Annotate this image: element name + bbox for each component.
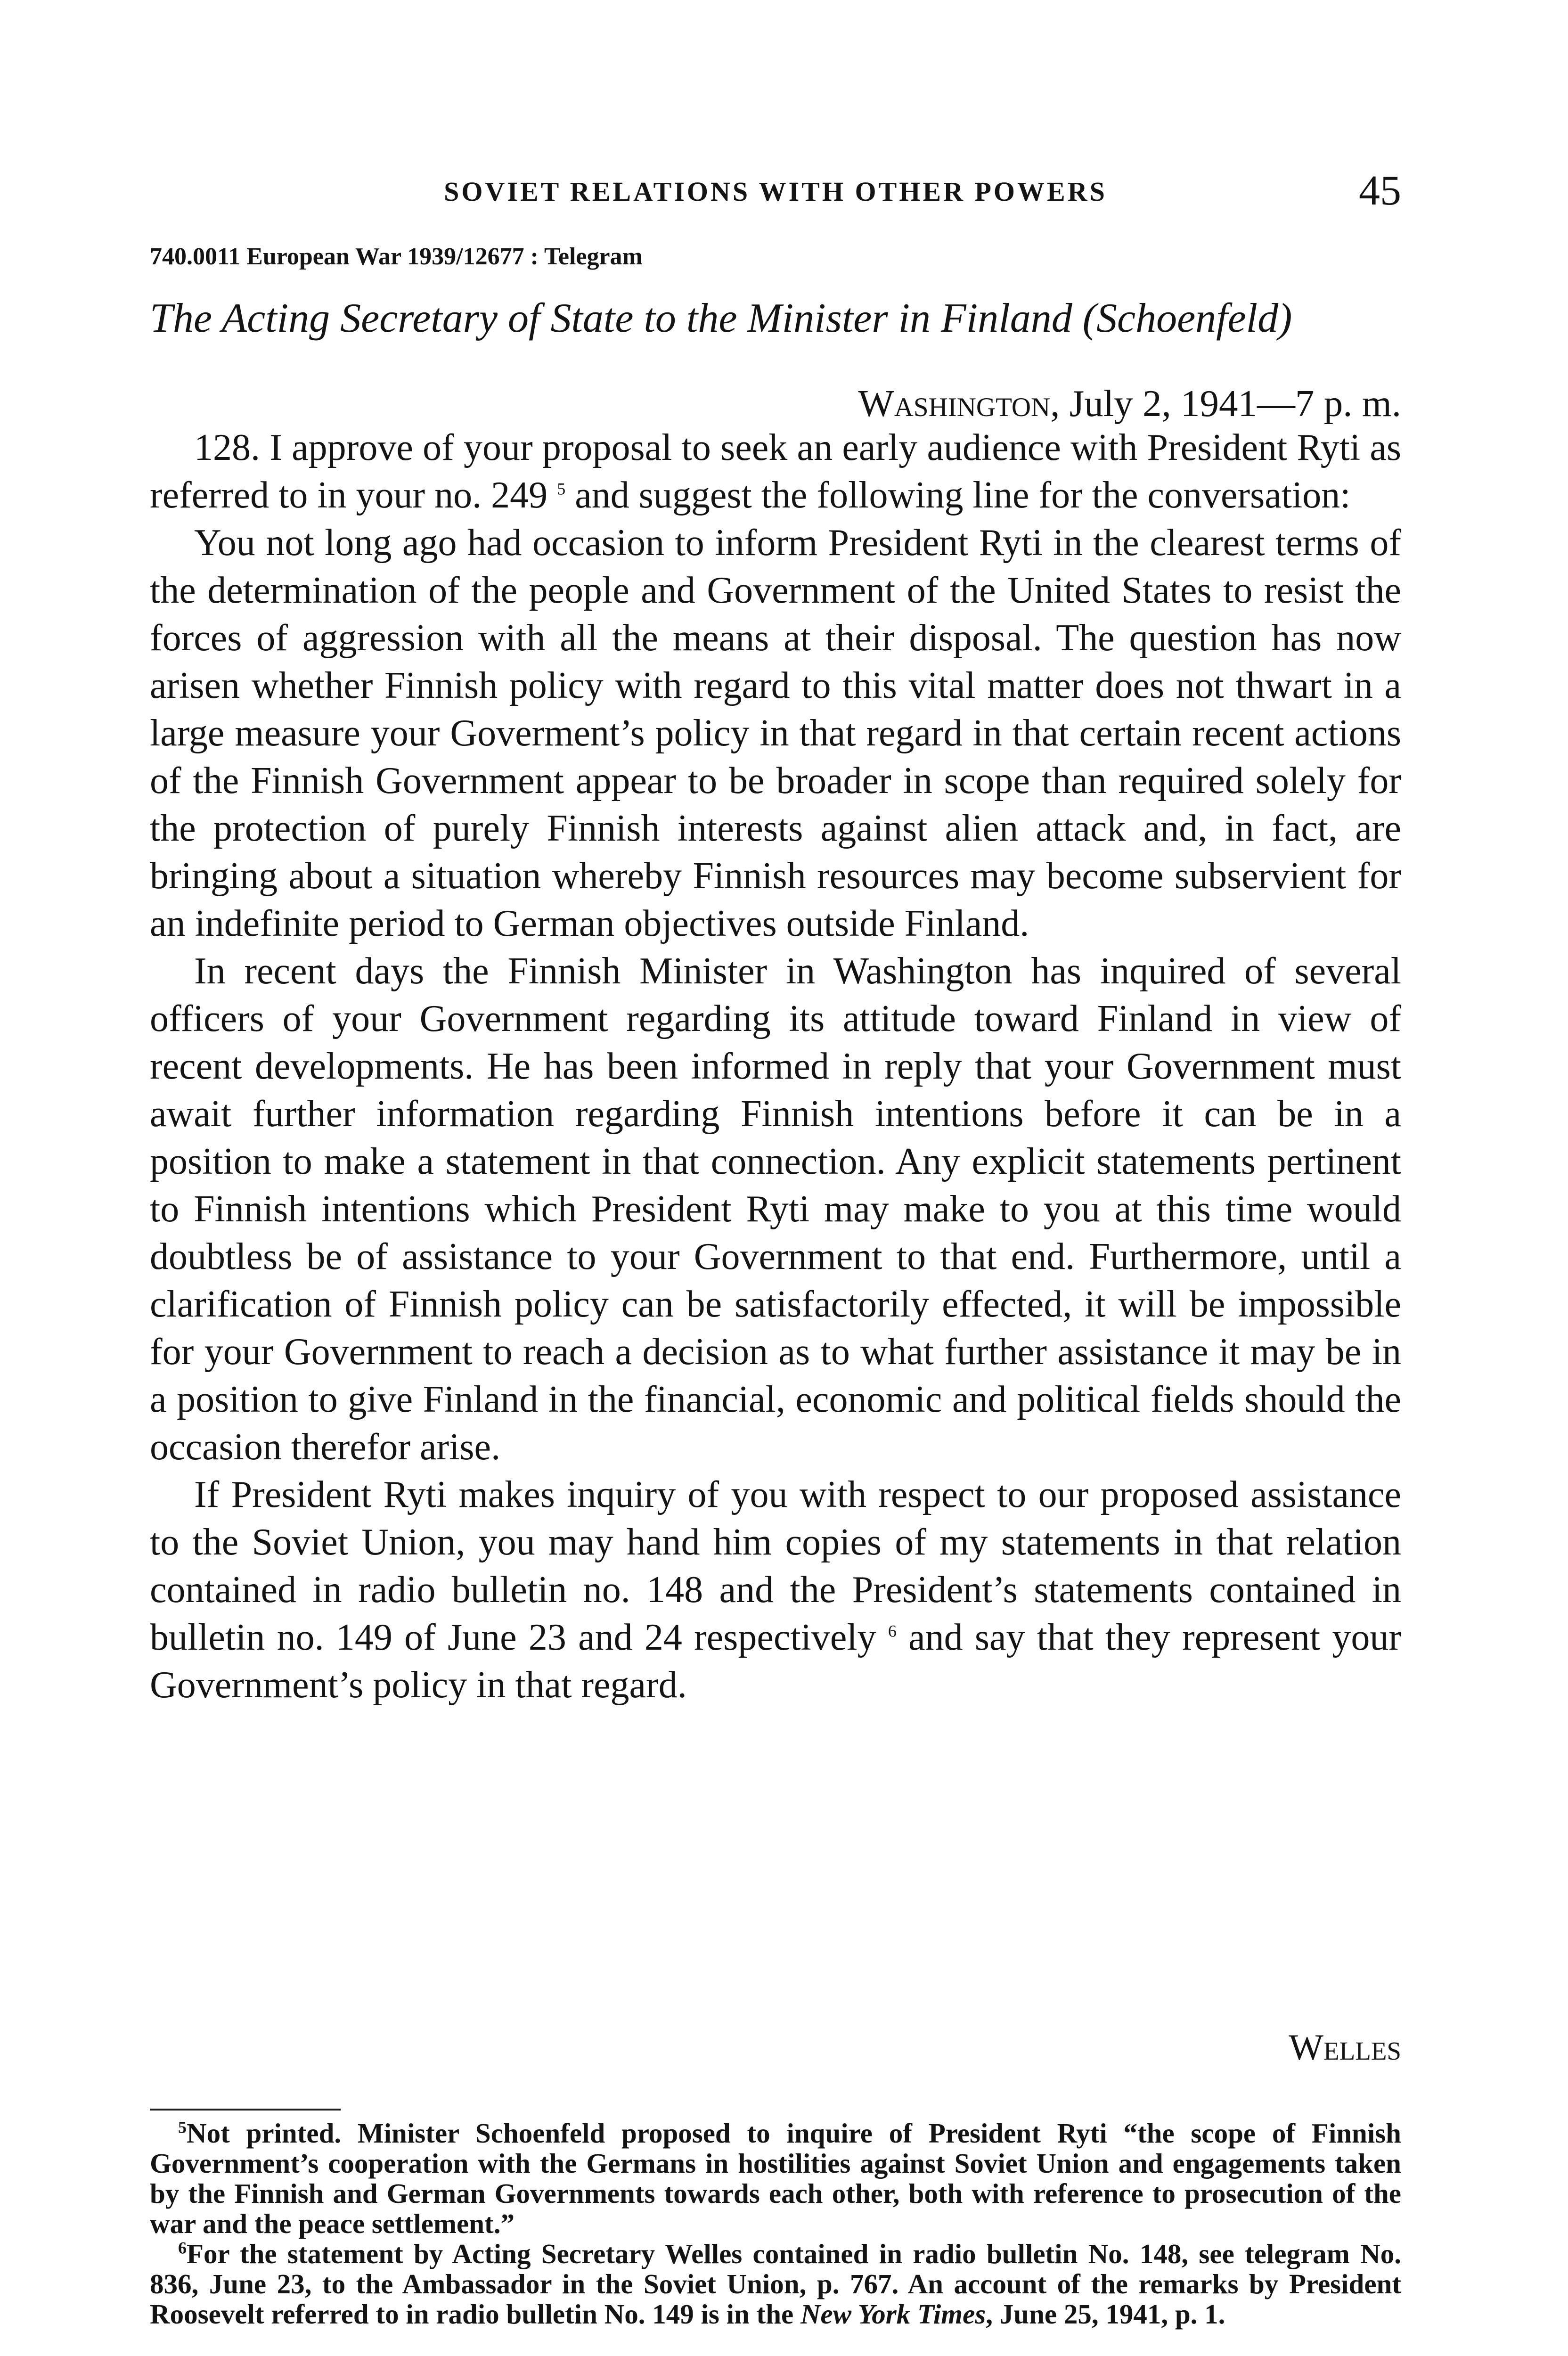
footnotes [150, 2118, 1401, 2329]
paragraph-3: In recent days the Finnish Minister in Washington has inquired of several officers of your Government regarding its attitude toward Finland in view of recent developments. He has been informed in reply that your Government must await further information regarding Finnish intentions before it can be in a position to make a statement in that connection. Any explicit statements pertinent to Finnish intentions which President Ryti may make to you at this time would doubtless be of assistance to your Government to that end. Furthermore, until a clarification of Finnish policy can be satisfactorily effected, it will be impossible for your Government to reach a decision as to what further assistance it may be in a position to give Finland in the financial, economic and political fields should the occasion therefor arise. [150, 950, 1401, 1468]
footnote-ref-5: 5 [557, 479, 566, 499]
footnote-5-mark: 5 [178, 2118, 187, 2137]
footnote-6-text-end: , June 25, 1941, p. 1. [986, 2299, 1225, 2330]
footnote-6-newspaper: New York Times [800, 2299, 986, 2330]
telegram-body [150, 424, 1401, 1709]
footnote-divider [150, 2109, 341, 2111]
file-reference: 740.0011 European War 1939/12677 : Telegram [150, 243, 643, 270]
paragraph-4-text: If President Ryti makes inquiry of you with respect to our proposed assistance to the Soviet Union, you may hand him copies of my statements in that relation contained in radio bulletin no. 148 and the President’s statements contained in bulletin no. 149 of June 23 and 24 respectively [150, 1474, 1401, 1658]
footnote-6-mark: 6 [178, 2238, 187, 2258]
paragraph-4 [150, 1471, 1401, 1709]
paragraph-2: You not long ago had occasion to inform President Ryti in the clearest terms of the determination of the people and Government of the United States to resist the forces of aggression with all the means at their disposal. The question has now arisen whether Finnish policy with regard to this vital matter does not thwart in a large measure your Goverment’s policy in that regard in that certain recent actions of the Finnish Government appear to be broader in scope than required solely for the protection of purely Finnish interests against alien attack and, in fact, are bringing about a situation whereby Finnish resources may become subservient for an indefinite period to German objectives outside Finland. [150, 522, 1401, 944]
footnote-5 [150, 2118, 1401, 2239]
signature: Welles [1289, 2027, 1401, 2068]
running-head [150, 167, 1401, 214]
document-title: The Acting Secretary of State to the Minister in Finland (Schoenfeld) [150, 295, 1292, 341]
paragraph-1-text: 128. I approve of your proposal to seek an early audience with President Ryti as referred to in your no. 249 [150, 427, 1401, 516]
dateline [858, 382, 1401, 425]
footnote-6-text: For the statement by Acting Secretary Welles contained in radio bulletin No. 148, see telegram No. 836, June 23, to the Ambassador in the Soviet Union, p. 767. An account of the remarks by President Roosevelt referred to in radio bulletin No. 149 is in the [150, 2238, 1401, 2330]
paragraph-1-text-end: and suggest the following line for the conversation: [565, 474, 1351, 516]
paragraph-4-text-end: and say that they represent your Government’s policy in that regard. [150, 1617, 1402, 1706]
paragraph-1 [150, 424, 1401, 519]
page-number: 45 [1359, 167, 1401, 214]
footnote-5-text: Not printed. Minister Schoenfeld proposed to inquire of President Ryti “the scope of Finnish Government’s cooperation with the Germans in hostilities against Soviet Union and engagements taken by the Finnish and German Governments towards each other, both with reference to prosecution of the war and the peace settlement.” [150, 2118, 1401, 2239]
footnote-6 [150, 2239, 1401, 2329]
running-title: SOVIET RELATIONS WITH OTHER POWERS [444, 176, 1107, 207]
footnote-ref-6: 6 [888, 1621, 897, 1641]
dateline-place: Washington [858, 382, 1051, 425]
dateline-date: , July 2, 1941—7 p. m. [1050, 382, 1401, 425]
